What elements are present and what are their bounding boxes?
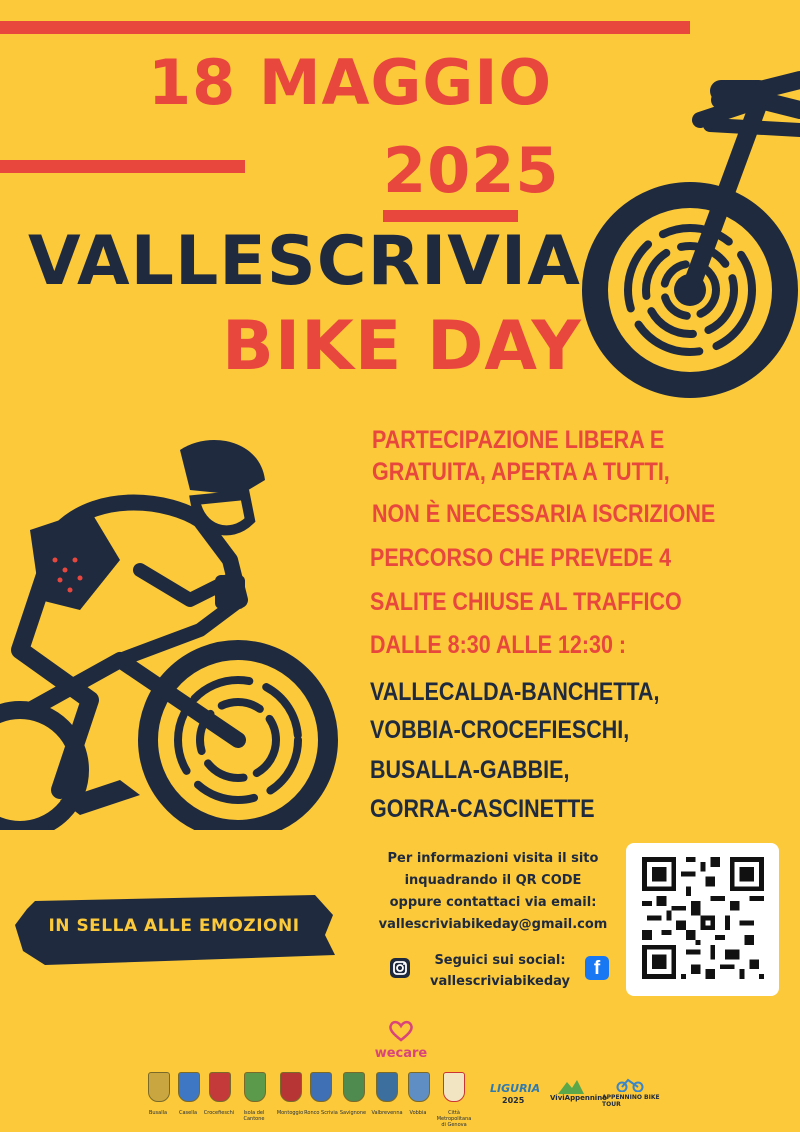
heart-icon	[388, 1020, 414, 1042]
event-date-year: 2025	[383, 134, 560, 207]
label-savignone: Savignone	[339, 1110, 367, 1116]
appennino-bike-tour-logo: APPENNINO BIKE TOUR	[602, 1094, 660, 1108]
climb-1: VALLECALDA-BANCHETTA,	[370, 678, 660, 706]
right-red-bar	[383, 210, 518, 222]
contact-line-1: Per informazioni visita il sito	[387, 851, 599, 866]
label-vobbia: Vobbia	[409, 1110, 427, 1116]
crest-ronco-scrivia	[310, 1072, 332, 1102]
bike-tour-icon	[615, 1076, 645, 1092]
contact-email[interactable]: vallescriviabikeday@gmail.com	[378, 917, 608, 932]
climb-3: BUSALLA-GABBIE,	[370, 756, 570, 784]
climb-4: GORRA-CASCINETTE	[370, 795, 595, 823]
crest-crocefieschi	[209, 1072, 231, 1102]
social-handle[interactable]: vallescriviabikeday	[429, 974, 571, 989]
slogan-text: IN SELLA ALLE EMOZIONI	[48, 916, 300, 936]
route-line-1: PERCORSO CHE PREVEDE 4	[370, 544, 672, 572]
crest-vobbia	[408, 1072, 430, 1102]
cyclist-illustration	[0, 410, 350, 830]
contact-line-3: oppure contattaci via email:	[389, 895, 597, 910]
qr-code[interactable]	[642, 857, 764, 979]
mountain-icon	[558, 1078, 584, 1094]
social-label: Seguici sui social:	[434, 953, 566, 968]
route-line-3: DALLE 8:30 ALLE 12:30 :	[370, 631, 627, 659]
crest-casella	[178, 1072, 200, 1102]
route-line-2: SALITE CHIUSE AL TRAFFICO	[370, 588, 682, 616]
wecare-text: wecare	[374, 1046, 428, 1061]
label-crocefieschi: Crocefieschi	[203, 1110, 235, 1116]
participation-line-1: PARTECIPAZIONE LIBERA E	[372, 426, 665, 454]
participation-line-3: NON È NECESSARIA ISCRIZIONE	[372, 500, 716, 528]
crest-citta-metropolitana	[443, 1072, 465, 1102]
contact-line-2: inquadrando il QR CODE	[404, 873, 582, 888]
label-citta-metropolitana: Città Metropolitana di Genova	[436, 1110, 472, 1128]
event-title-line1: VALLESCRIVIA	[28, 222, 581, 301]
wecare-logo	[366, 1020, 436, 1061]
label-montoggio: Montoggio	[276, 1110, 304, 1116]
vivi-appennino-logo: ViviAppennino	[550, 1094, 608, 1102]
label-busalla: Busalla	[148, 1110, 168, 1116]
crest-isola-del-cantone	[244, 1072, 266, 1102]
liguria-logo: LIGURIA	[490, 1082, 541, 1095]
event-title-line2: BIKE DAY	[222, 307, 582, 386]
label-isola-del-cantone: Isola del Cantone	[243, 1110, 265, 1122]
liguria-year: 2025	[502, 1096, 525, 1105]
qr-code-card[interactable]	[626, 843, 779, 996]
crest-montoggio	[280, 1072, 302, 1102]
bicycle-wheel-illustration	[560, 40, 800, 400]
climb-2: VOBBIA-CROCEFIESCHI,	[370, 716, 630, 744]
crest-savignone	[343, 1072, 365, 1102]
participation-line-2: GRATUITA, APERTA A TUTTI,	[372, 458, 670, 486]
instagram-icon[interactable]	[390, 958, 410, 978]
partner-logos-strip	[140, 1068, 660, 1126]
label-ronco-scrivia: Ronco Scrivia	[304, 1110, 338, 1116]
label-casella: Casella	[178, 1110, 198, 1116]
mid-red-bar	[0, 160, 245, 173]
label-valbrevenna: Valbrevenna	[371, 1110, 403, 1116]
top-red-bar	[0, 21, 690, 34]
event-date-day-month: 18 MAGGIO	[148, 46, 553, 119]
facebook-icon[interactable]: f	[585, 956, 609, 980]
crest-busalla	[148, 1072, 170, 1102]
crest-valbrevenna	[376, 1072, 398, 1102]
